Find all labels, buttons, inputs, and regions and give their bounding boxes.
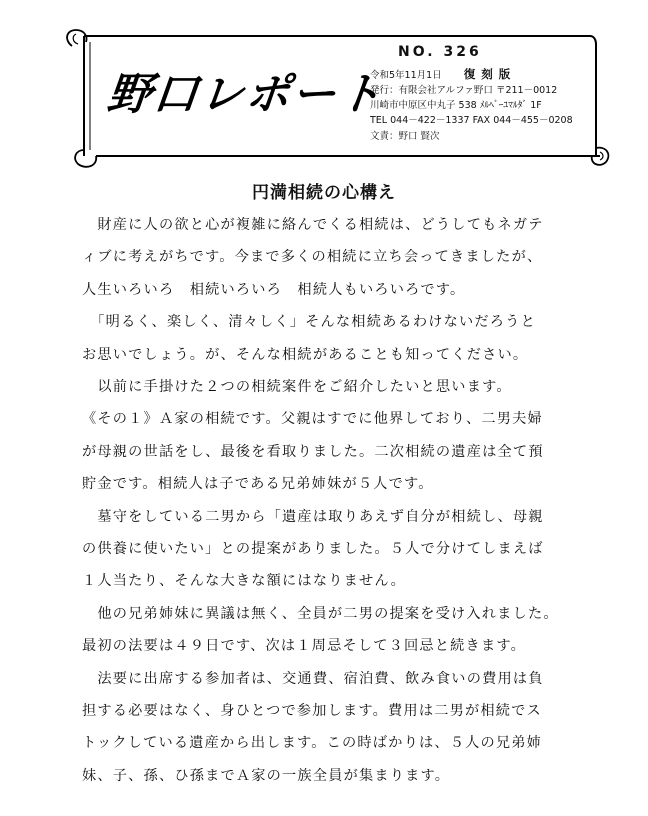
- body-line: 担する必要はなく、身ひとつで参加します。費用は二男が相続でス: [82, 703, 542, 719]
- body-line: お思いでしょう。が、そんな相続があることも知ってください。: [82, 346, 529, 363]
- body-line: 墓守をしている二男から「遺産は取りあえず自分が相続し、母親: [82, 508, 544, 525]
- address-line: 川崎市中原区中丸子 538 ﾒﾙﾍﾞｰﾕﾏﾙﾀﾞ 1F: [370, 100, 542, 111]
- publisher-line: 発行：有限会社アルファ野口 〒211－0012: [370, 85, 558, 96]
- contact-line: TEL 044－422－1337 FAX 044－455－0208: [370, 115, 573, 126]
- body-line: 貯金です。相続人は子である兄弟姉妹が５人です。: [82, 476, 434, 493]
- body-line: １人当たり、そんな大きな額にはなりません。: [82, 573, 406, 590]
- body-line: 以前に手掛けた２つの相続案件をご紹介したいと思います。: [82, 379, 512, 395]
- body-line: 最初の法要は４９日です、次は１周忌そして３回忌と続きます。: [82, 638, 526, 655]
- body-line: ィブに考えがちです。今まで多くの相続に立ち会ってきましたが、: [82, 249, 543, 266]
- reprint-label: 復 刻 版: [463, 67, 512, 81]
- brand-title: 野口レポート: [104, 69, 387, 120]
- body-line: の供養に使いたい」との提案がありました。５人で分けてしまえば: [82, 541, 544, 557]
- body-line: 《その１》Ａ家の相続です。父親はすでに他界しており、二男夫婦: [82, 411, 543, 428]
- body-line: 人生いろいろ 相続いろいろ 相続人もいろいろです。: [82, 281, 466, 298]
- issue-date: 令和5年11月1日: [370, 70, 442, 81]
- article-title: 円満相続の心構え: [252, 183, 396, 203]
- body-line: 財産に人の欲と心が複雑に絡んでくる相続は、どうしてもネガテ: [82, 217, 544, 233]
- author-line: 文責：野口 賢次: [370, 131, 440, 142]
- body-line: トックしている遺産から出します。この時ばかりは、５人の兄弟姉: [82, 735, 543, 752]
- issue-number: NO. 326: [398, 44, 482, 60]
- body-line: 法要に出席する参加者は、交通費、宿泊費、飲み食いの費用は負: [82, 670, 544, 687]
- body-line: が母親の世話をし、最後を看取りました。二次相続の遺産は全て預: [82, 443, 544, 460]
- body-line: 他の兄弟姉妹に異議は無く、全員が二男の提案を受け入れました。: [82, 605, 559, 622]
- body-line: 妹、子、孫、ひ孫までＡ家の一族全員が集まります。: [82, 767, 451, 784]
- date-row: [370, 69, 511, 81]
- body-line: 「明るく、楽しく、清々しく」そんな相続あるわけないだろうと: [82, 314, 536, 331]
